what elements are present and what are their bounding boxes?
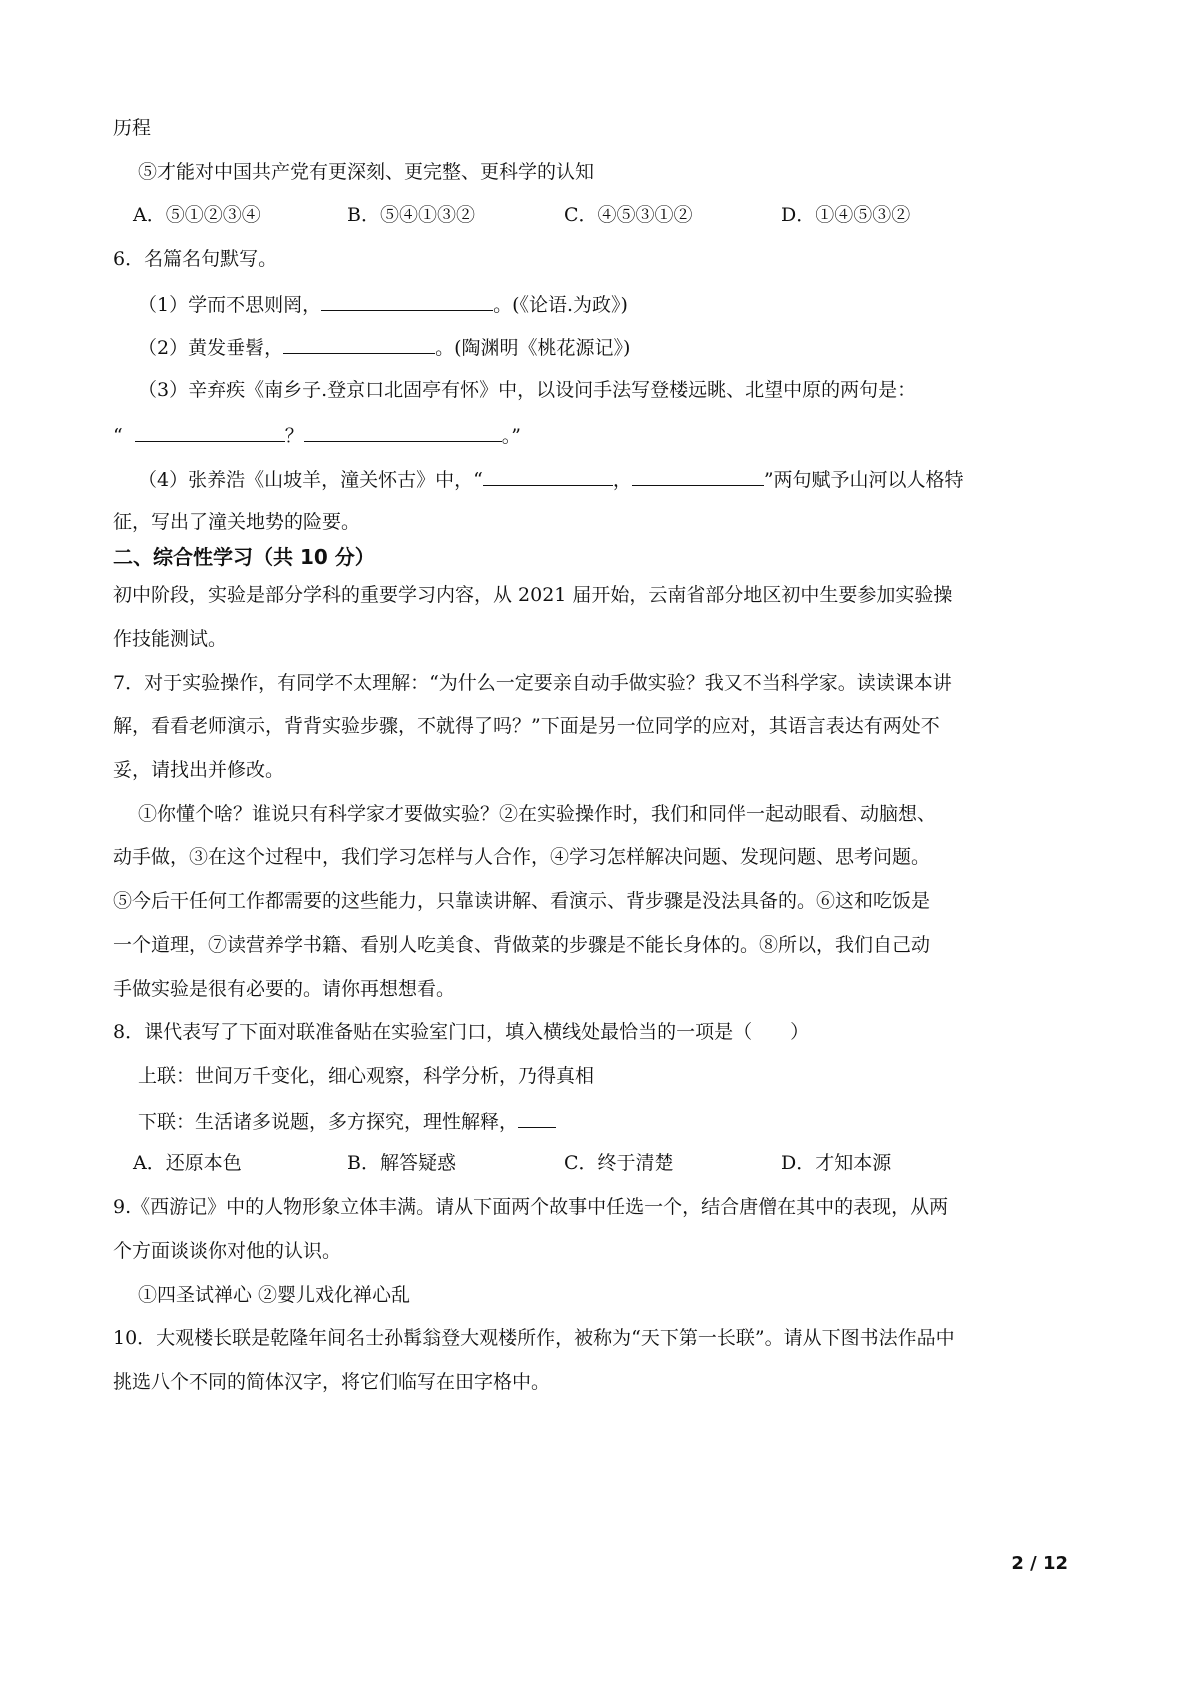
text-line: 初中阶段，实验是部分学科的重要学习内容，从 2021 届开始，云南省部分地区初中生要参加实验操: [113, 584, 953, 606]
q6-1-source: 。(《论语.为政》): [493, 294, 628, 316]
comma: ，: [612, 469, 632, 491]
option-b: B．⑤④①③②: [347, 204, 475, 226]
story-options: ①四圣试禅心 ②婴儿戏化禅心乱: [138, 1284, 411, 1306]
q6-4-text: （4）张养浩《山坡羊，潼关怀古》中，“: [138, 469, 483, 491]
couplet-lower-text: 下联：生活诸多说题，多方探究，理性解释，: [138, 1111, 519, 1133]
answer-blank[interactable]: [304, 421, 502, 442]
q6-4-tail: ”两句赋予山河以人格特: [763, 469, 964, 491]
question-9: 9.《西游记》中的人物形象立体丰满。请从下面两个故事中任选一个，结合唐僧在其中的表现，从两: [113, 1196, 949, 1218]
text-line: 征，写出了潼关地势的险要。: [113, 511, 361, 533]
text-line: ⑤才能对中国共产党有更深刻、更完整、更科学的认知: [138, 161, 595, 183]
q6-1-text: （1）学而不思则罔，: [138, 294, 322, 316]
text-line: 个方面谈谈你对他的认识。: [113, 1240, 342, 1262]
section-heading: 二、综合性学习（共 10 分）: [113, 545, 375, 569]
q6-item-2: [138, 333, 1091, 361]
q6-item-3-blanks: [113, 421, 1091, 449]
answer-blank[interactable]: [135, 421, 285, 442]
answer-blank[interactable]: [518, 1107, 556, 1128]
passage-line: ①你懂个啥？谁说只有科学家才要做实验？②在实验操作时，我们和同伴一起动眼看、动脑想、: [138, 803, 937, 825]
question-10: 10．大观楼长联是乾隆年间名士孙髯翁登大观楼所作，被称为“天下第一长联”。请从下图书法作品中: [113, 1327, 955, 1349]
question-7: 7．对于实验操作，有同学不太理解：“为什么一定要亲自动手做实验？我又不当科学家。读读课本讲: [113, 672, 952, 694]
text-line: 解，看看老师演示，背背实验步骤，不就得了吗？”下面是另一位同学的应对，其语言表达有两处不: [113, 715, 940, 737]
close-quote: 。”: [501, 425, 521, 447]
couplet-upper: 上联：世间万千变化，细心观察，科学分析，乃得真相: [138, 1065, 595, 1087]
answer-blank[interactable]: [483, 465, 613, 486]
couplet-lower: [138, 1107, 1091, 1135]
q6-2-text: （2）黄发垂髫，: [138, 337, 284, 359]
answer-blank[interactable]: [283, 333, 435, 354]
answer-blank[interactable]: [632, 465, 764, 486]
question-8: 8．课代表写了下面对联准备贴在实验室门口，填入横线处最恰当的一项是（ ）: [113, 1021, 810, 1043]
option-a: A．还原本色: [133, 1152, 242, 1174]
text-line: 妥，请找出并修改。: [113, 759, 285, 781]
text-line: 历程: [113, 117, 152, 139]
passage-line: 手做实验是很有必要的。请你再想想看。: [113, 978, 456, 1000]
passage-line: 动手做，③在这个过程中，我们学习怎样与人合作，④学习怎样解决问题、发现问题、思考问题。: [113, 846, 931, 868]
answer-blank[interactable]: [321, 290, 493, 311]
text-line: 作技能测试。: [113, 628, 228, 650]
q6-item-3: （3）辛弃疾《南乡子.登京口北固亭有怀》中，以设问手法写登楼远眺、北望中原的两句是：: [138, 379, 917, 401]
option-d: D．才知本源: [781, 1152, 892, 1174]
page-number: 2 / 12: [1011, 1553, 1068, 1574]
question-6: 6．名篇名句默写。: [113, 248, 278, 270]
q6-item-4: [138, 465, 1091, 493]
question-mark: ？: [284, 425, 304, 447]
open-quote: “: [113, 425, 123, 447]
text-line: 挑选八个不同的简体汉字，将它们临写在田字格中。: [113, 1371, 551, 1393]
passage-line: 一个道理，⑦读营养学书籍、看别人吃美食、背做菜的步骤是不能长身体的。⑧所以，我们自己动: [113, 934, 931, 956]
option-c: C．终于清楚: [564, 1152, 674, 1174]
passage-line: ⑤今后干任何工作都需要的这些能力，只靠读讲解、看演示、背步骤是没法具备的。⑥这和吃饭是: [113, 890, 931, 912]
option-b: B．解答疑惑: [347, 1152, 456, 1174]
option-c: C．④⑤③①②: [564, 204, 693, 226]
option-a: A．⑤①②③④: [133, 204, 261, 226]
q6-2-source: 。(陶渊明《桃花源记》): [435, 337, 631, 359]
q6-item-1: [138, 290, 1091, 318]
option-d: D．①④⑤③②: [781, 204, 911, 226]
